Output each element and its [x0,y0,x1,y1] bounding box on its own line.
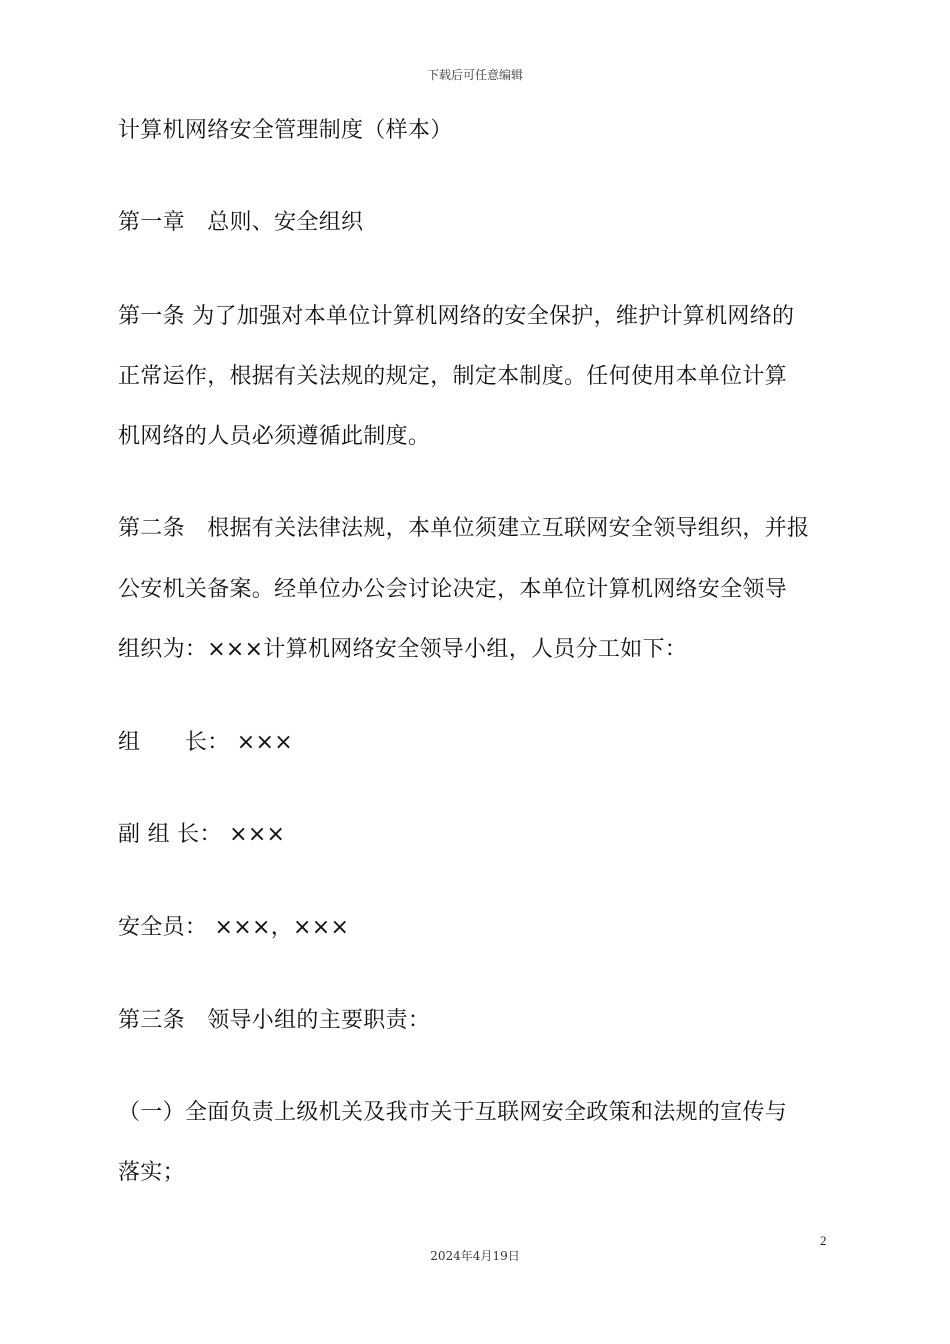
document-title: 计算机网络安全管理制度（样本） [118,118,453,143]
duty-1-line-2: 落实； [118,1160,185,1185]
article-2-line-3: 组织为：×××计算机网络安全领导小组，人员分工如下： [118,637,688,662]
article-2-line-1: 第二条 根据有关法律法规，本单位须建立互联网安全领导组织，并报 [118,516,810,541]
security-officer-line: 安全员： ×××，××× [118,915,350,940]
chapter-heading: 第一章 总则、安全组织 [118,210,364,235]
deputy-leader-line: 副 组 长： ××× [118,822,286,847]
footer-date: 2024年4月19日 [430,1249,520,1263]
article-1-line-1: 第一条 为了加强对本单位计算机网络的安全保护，维护计算机网络的 [118,304,795,329]
article-2-line-2: 公安机关备案。经单位办公会讨论决定，本单位计算机网络安全领导 [118,577,788,602]
article-3-heading: 第三条 领导小组的主要职责： [118,1008,431,1033]
duty-1-line-1: （一）全面负责上级机关及我市关于互联网安全政策和法规的宣传与 [118,1100,788,1125]
group-leader-line: 组 长： ××× [118,730,293,755]
page-header-note: 下载后可任意编辑 [426,68,523,82]
article-1-line-3: 机网络的人员必须遵循此制度。 [118,424,431,449]
article-1-line-2: 正常运作，根据有关法规的规定，制定本制度。任何使用本单位计算 [118,364,788,389]
page-number: 2 [820,1233,827,1248]
